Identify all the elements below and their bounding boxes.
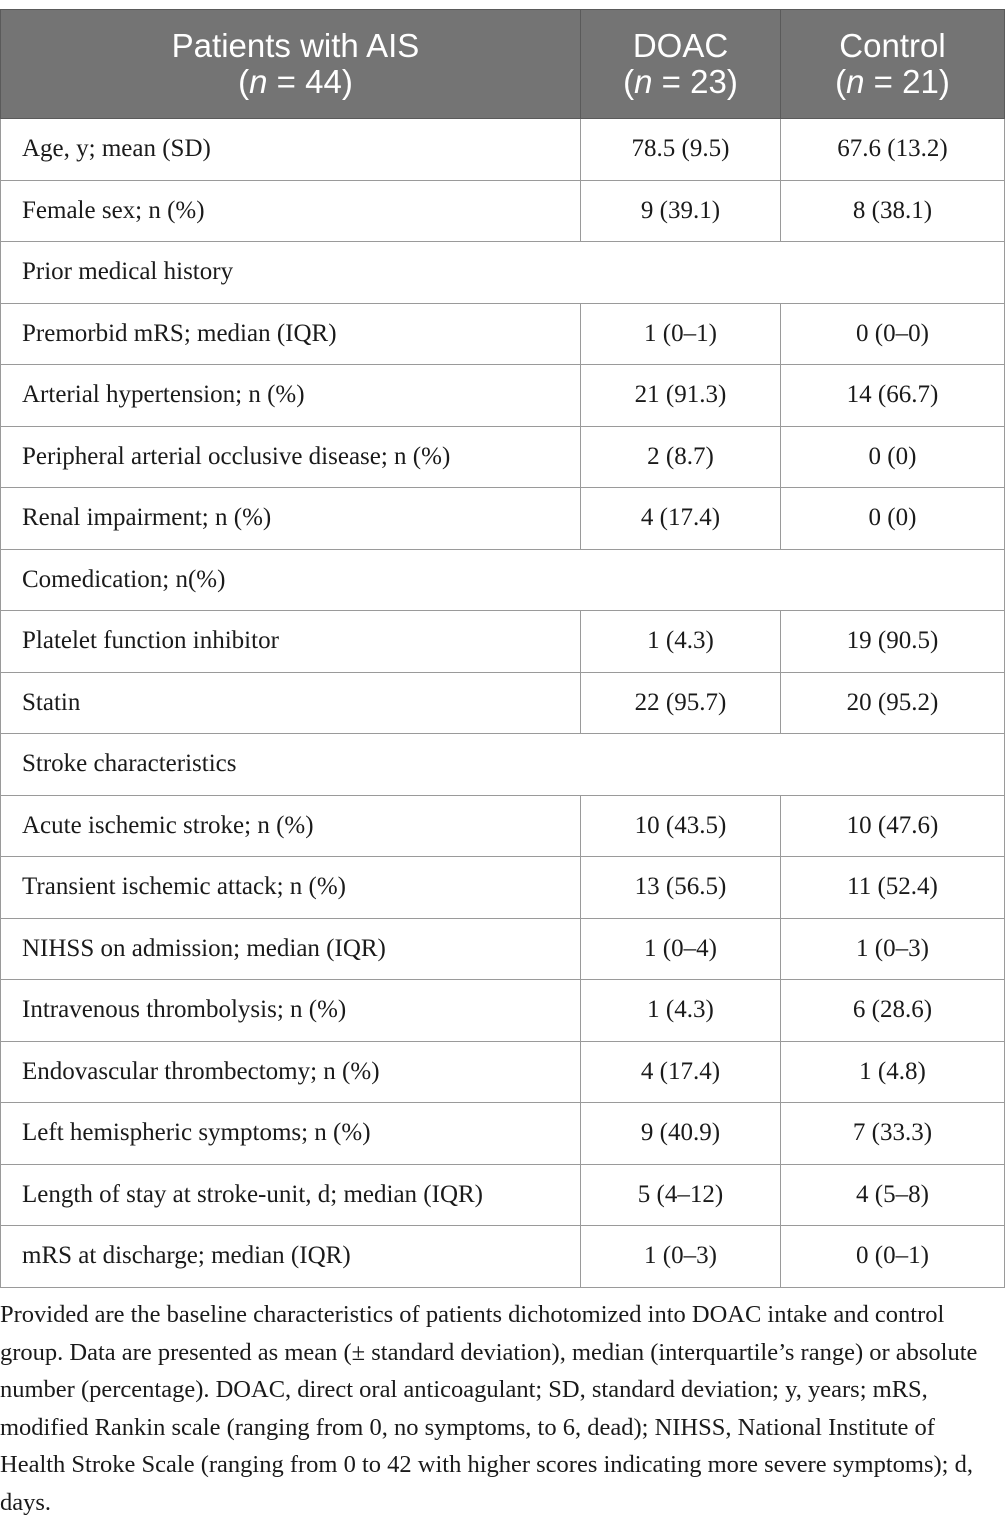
row-label: Left hemispheric symptoms; n (%) xyxy=(1,1103,581,1165)
doac-value: 1 (0–3) xyxy=(581,1226,781,1288)
row-label: mRS at discharge; median (IQR) xyxy=(1,1226,581,1288)
control-value: 20 (95.2) xyxy=(781,672,1005,734)
control-value: 8 (38.1) xyxy=(781,180,1005,242)
table-row xyxy=(1,180,1005,242)
doac-value: 4 (17.4) xyxy=(581,488,781,550)
row-label: Female sex; n (%) xyxy=(1,180,581,242)
doac-value: 10 (43.5) xyxy=(581,795,781,857)
row-label: Arterial hypertension; n (%) xyxy=(1,365,581,427)
table-row xyxy=(1,1103,1005,1165)
open-paren: ( xyxy=(835,63,847,100)
table-row xyxy=(1,1164,1005,1226)
header-control xyxy=(781,10,1005,119)
row-label: Intravenous thrombolysis; n (%) xyxy=(1,980,581,1042)
row-label: NIHSS on admission; median (IQR) xyxy=(1,918,581,980)
control-value: 6 (28.6) xyxy=(781,980,1005,1042)
table-row xyxy=(1,1041,1005,1103)
table-row xyxy=(1,795,1005,857)
doac-value: 4 (17.4) xyxy=(581,1041,781,1103)
doac-value: 22 (95.7) xyxy=(581,672,781,734)
control-value: 1 (4.8) xyxy=(781,1041,1005,1103)
n-label: n xyxy=(249,63,268,100)
table-row xyxy=(1,857,1005,919)
row-label: Platelet function inhibitor xyxy=(1,611,581,673)
section-row xyxy=(1,549,1005,611)
doac-value: 1 (0–1) xyxy=(581,303,781,365)
open-paren: ( xyxy=(238,63,250,100)
table-header-row xyxy=(1,10,1005,119)
header-col3-n xyxy=(787,64,998,100)
control-value: 10 (47.6) xyxy=(781,795,1005,857)
header-doac xyxy=(581,10,781,119)
section-label: Prior medical history xyxy=(1,242,1005,304)
section-row xyxy=(1,734,1005,796)
section-row xyxy=(1,242,1005,304)
row-label: Acute ischemic stroke; n (%) xyxy=(1,795,581,857)
doac-value: 21 (91.3) xyxy=(581,365,781,427)
control-value: 1 (0–3) xyxy=(781,918,1005,980)
control-value: 0 (0) xyxy=(781,488,1005,550)
control-value: 0 (0) xyxy=(781,426,1005,488)
header-col1-title: Patients with AIS xyxy=(171,27,420,64)
section-label: Comedication; n(%) xyxy=(1,549,1005,611)
control-value: 4 (5–8) xyxy=(781,1164,1005,1226)
n-label: n xyxy=(634,63,653,100)
baseline-characteristics-table xyxy=(0,9,1005,1288)
control-value: 0 (0–0) xyxy=(781,303,1005,365)
table-row xyxy=(1,1226,1005,1288)
header-col1-n xyxy=(23,64,568,100)
doac-value: 2 (8.7) xyxy=(581,426,781,488)
control-value: 11 (52.4) xyxy=(781,857,1005,919)
table-row xyxy=(1,611,1005,673)
doac-value: 9 (40.9) xyxy=(581,1103,781,1165)
table-row xyxy=(1,488,1005,550)
table-row xyxy=(1,672,1005,734)
header-patients-with-ais xyxy=(1,10,581,119)
header-col3-title: Control xyxy=(839,27,946,64)
doac-value: 1 (0–4) xyxy=(581,918,781,980)
row-label: Peripheral arterial occlusive disease; n (%) xyxy=(1,426,581,488)
n-label: n xyxy=(846,63,865,100)
table-header xyxy=(1,10,1005,119)
row-label: Length of stay at stroke-unit, d; median (IQR) xyxy=(1,1164,581,1226)
n-value: = 21) xyxy=(864,63,950,100)
header-col2-n xyxy=(587,64,774,100)
table-footnote: Provided are the baseline characteristics of patients dichotomized into DOAC intake and control group. Data are presented as mean (± standard deviation), median (interquartile’s range) or absolute number (percentage). DOAC, direct oral anticoagulant; SD, standard deviation; y, years; mRS, modified Rankin scale (ranging from 0, no symptoms, to 6, dead); NIHSS, National Institute of Health Stroke Scale (ranging from 0 to 42 with higher scores indicating more severe symptoms); d, days. xyxy=(0,1301,978,1516)
table-row xyxy=(1,303,1005,365)
control-value: 19 (90.5) xyxy=(781,611,1005,673)
table-row xyxy=(1,918,1005,980)
row-label: Statin xyxy=(1,672,581,734)
row-label: Premorbid mRS; median (IQR) xyxy=(1,303,581,365)
section-label: Stroke characteristics xyxy=(1,734,1005,796)
doac-value: 1 (4.3) xyxy=(581,980,781,1042)
control-value: 7 (33.3) xyxy=(781,1103,1005,1165)
control-value: 0 (0–1) xyxy=(781,1226,1005,1288)
table-row xyxy=(1,119,1005,181)
doac-value: 13 (56.5) xyxy=(581,857,781,919)
doac-value: 5 (4–12) xyxy=(581,1164,781,1226)
row-label: Transient ischemic attack; n (%) xyxy=(1,857,581,919)
row-label: Endovascular thrombectomy; n (%) xyxy=(1,1041,581,1103)
doac-value: 9 (39.1) xyxy=(581,180,781,242)
table-row xyxy=(1,980,1005,1042)
control-value: 67.6 (13.2) xyxy=(781,119,1005,181)
row-label: Renal impairment; n (%) xyxy=(1,488,581,550)
open-paren: ( xyxy=(623,63,635,100)
control-value: 14 (66.7) xyxy=(781,365,1005,427)
doac-value: 78.5 (9.5) xyxy=(581,119,781,181)
table-row xyxy=(1,426,1005,488)
doac-value: 1 (4.3) xyxy=(581,611,781,673)
table-body xyxy=(1,119,1005,1288)
row-label: Age, y; mean (SD) xyxy=(1,119,581,181)
header-col2-title: DOAC xyxy=(632,27,729,64)
n-value: = 44) xyxy=(267,63,353,100)
table-row xyxy=(1,365,1005,427)
n-value: = 23) xyxy=(652,63,738,100)
